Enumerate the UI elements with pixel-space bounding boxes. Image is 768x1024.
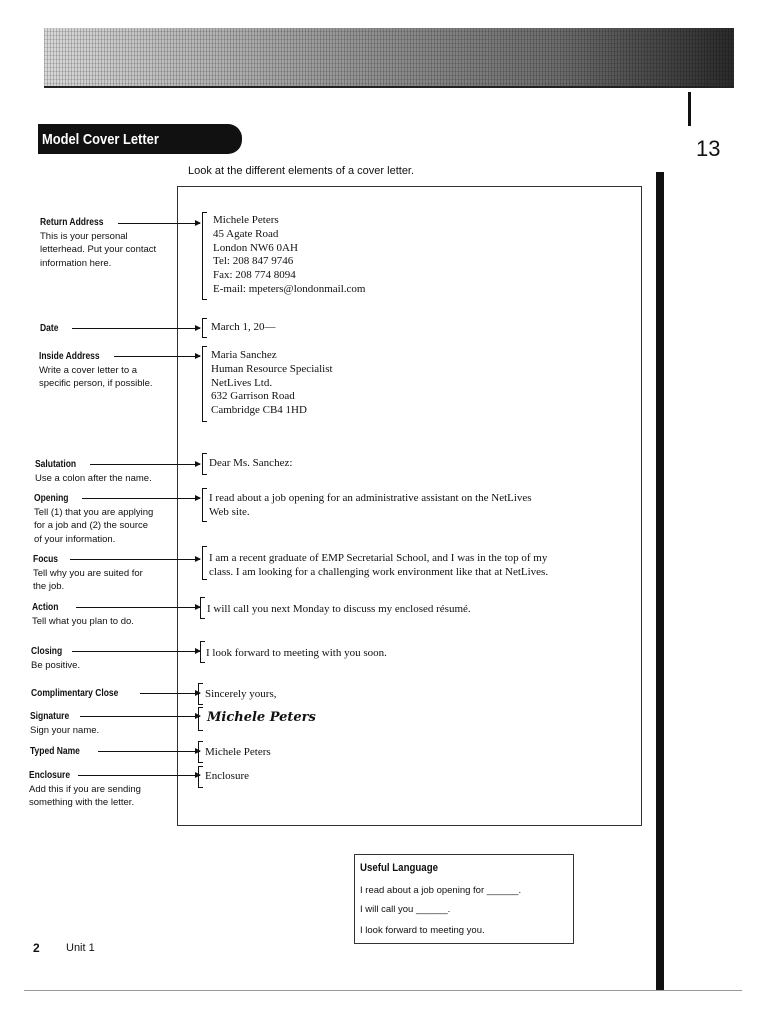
letter-enclosure: Enclosure [205,770,249,782]
label-desc: This is your personal [40,230,128,242]
useful-language-line: I read about a job opening for ______. [360,885,522,896]
label-opening [34,492,179,546]
letter-line: 632 Garrison Road [211,390,295,403]
letter-line: I read about a job opening for an administrative assistant on the NetLives [209,492,532,504]
label-action [32,601,172,628]
letter-inside-address [211,349,333,418]
label-head: Focus [33,554,59,565]
page-number-top: 13 [696,136,721,161]
bracket-signature [198,707,203,731]
letter-line: London NW6 0AH [213,241,298,254]
label-head: Date [40,323,59,334]
label-desc: Use a colon after the name. [35,472,152,484]
label-desc: information here. [40,257,112,269]
arrow-typed-name [98,751,200,752]
letter-line: Maria Sanchez [211,349,277,361]
bracket-opening [202,488,207,522]
page-bottom-edge [24,990,742,991]
page-number-bottom: 2 [33,941,40,955]
label-desc: Add this if you are sending [29,783,141,795]
label-head: Opening [34,493,69,504]
letter-line: I am a recent graduate of EMP Secretarial School, and I was in the top of my [209,552,548,564]
label-head: Return Address [40,217,104,228]
label-desc: of your information. [34,533,116,545]
letter-line: Human Resource Specialist [211,362,333,375]
letter-line: Fax: 208 774 8094 [213,269,296,282]
arrow-return-address [118,223,200,224]
label-head: Salutation [35,459,77,470]
label-desc: letterhead. Put your contact [40,244,157,255]
label-desc: Tell (1) that you are applying [34,506,154,518]
section-title: Model Cover Letter [42,131,159,148]
letter-line: Cambridge CB4 1HD [211,404,307,417]
label-desc: Sign your name. [30,724,100,736]
letter-line: Tel: 208 847 9746 [213,255,294,268]
scan-noise-band [44,28,734,88]
bracket-date [202,318,207,338]
label-desc: something with the letter. [29,797,135,808]
letter-date: March 1, 20— [211,321,276,333]
label-head: Complimentary Close [31,688,119,699]
letter-salutation: Dear Ms. Sanchez: [209,457,293,469]
label-head: Enclosure [29,770,71,781]
letter-line: Michele Peters [213,214,279,226]
label-date [40,322,62,336]
intro-text: Look at the different elements of a cover letter. [188,165,415,177]
label-return-address [40,216,180,270]
bracket-return-address [202,212,207,300]
label-desc: the job. [33,581,65,592]
arrow-complimentary-close [140,693,200,694]
label-desc: specific person, if possible. [39,378,153,389]
label-salutation [35,458,175,485]
letter-line: NetLives Ltd. [211,376,273,389]
bracket-inside-address [202,346,207,422]
label-head: Closing [31,646,63,657]
label-desc: Tell why you are suited for [33,567,143,579]
arrow-action [76,607,200,608]
bracket-salutation [202,453,207,475]
scan-edge-line [44,86,734,88]
letter-action: I will call you next Monday to discuss my enclosed résumé. [207,603,471,615]
bracket-closing [200,641,205,663]
letter-signature: Michele Peters [207,710,316,725]
arrow-closing [72,651,200,652]
arrow-opening [82,498,200,499]
label-head: Action [32,602,59,613]
useful-language-title: Useful Language [360,862,438,874]
letter-focus [209,552,548,580]
label-head: Inside Address [39,351,100,362]
letter-line: E-mail: mpeters@londonmail.com [213,282,366,295]
label-desc: Be positive. [31,659,81,671]
bracket-focus [202,546,207,580]
letter-complimentary-close: Sincerely yours, [205,688,277,700]
label-signature [30,710,170,737]
page-edge-shadow [656,172,664,990]
arrow-salutation [90,464,200,465]
letter-line: 45 Agate Road [213,227,279,240]
label-desc: Tell what you plan to do. [32,615,134,627]
arrow-inside-address [114,356,200,357]
arrow-date [72,328,200,329]
bracket-complimentary-close [198,683,203,705]
bracket-action [200,597,205,619]
label-closing [31,645,171,672]
letter-typed-name: Michele Peters [205,746,271,758]
letter-line: Web site. [209,505,250,518]
scan-edge-mark [688,92,691,126]
bracket-typed-name [198,741,203,763]
useful-language-line: I will call you ______. [360,904,451,915]
label-desc: for a job and (2) the source [34,520,149,531]
label-head: Typed Name [30,746,80,757]
useful-language-line: I look forward to meeting you. [360,925,485,936]
letter-opening [209,492,532,520]
letter-line: class. I am looking for a challenging work environment like that at NetLives. [209,565,549,578]
bracket-enclosure [198,766,203,788]
unit-label: Unit 1 [66,942,95,954]
label-desc: Write a cover letter to a [39,364,138,376]
letter-closing: I look forward to meeting with you soon. [206,647,387,659]
label-head: Signature [30,711,70,722]
arrow-signature [80,716,200,717]
letter-return-address [213,214,366,297]
arrow-enclosure [78,775,200,776]
arrow-focus [70,559,200,560]
